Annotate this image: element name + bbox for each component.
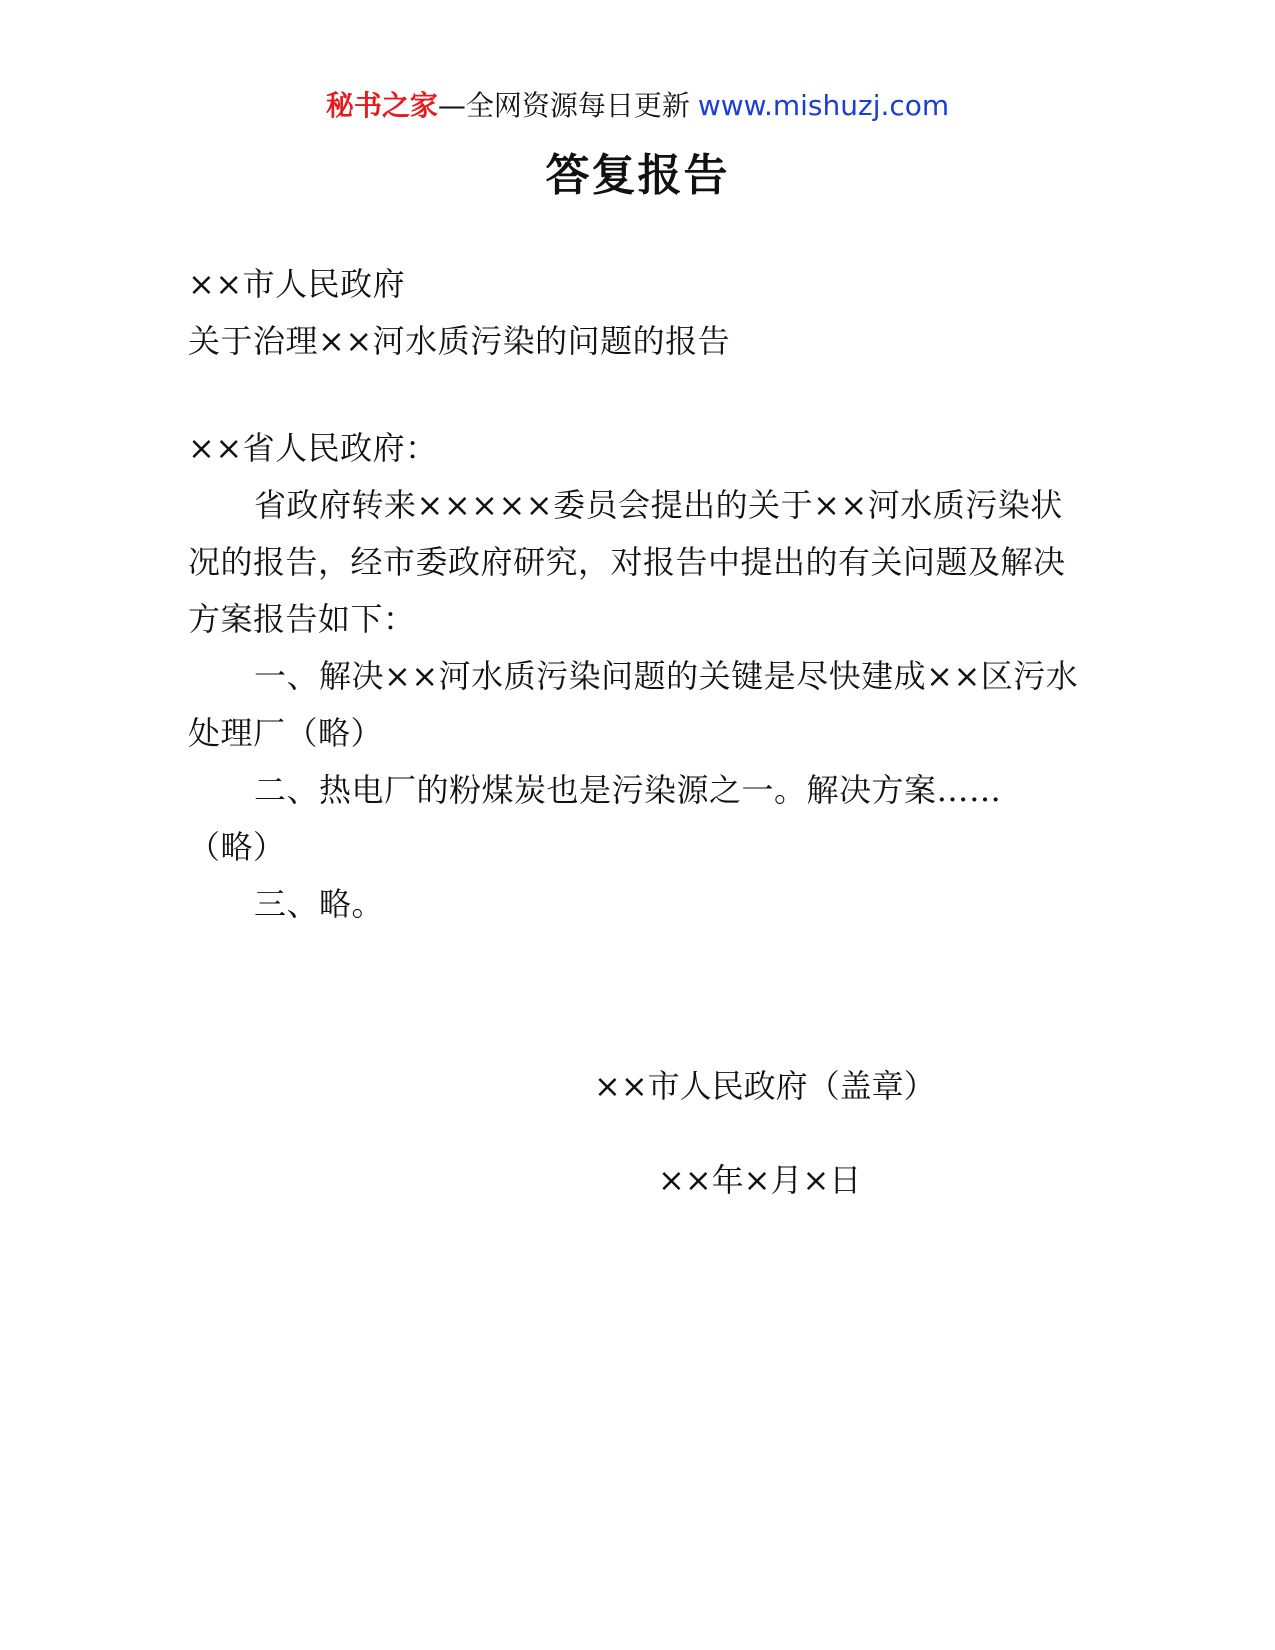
date-line: ××年×月×日 bbox=[658, 1161, 862, 1199]
intro-paragraph: 省政府转来×××××委员会提出的关于××河水质污染状况的报告，经市委政府研究，对报告中提出的有关问题及解决方案报告如下： bbox=[188, 486, 1066, 638]
recipient-line: ××省人民政府： bbox=[188, 429, 438, 467]
document-body bbox=[188, 420, 1088, 933]
point-three-line: 三、略。 bbox=[254, 885, 385, 923]
site-header bbox=[0, 86, 1275, 126]
brand-name: 秘书之家 bbox=[325, 89, 438, 122]
signature-line: ××市人民政府（盖章） bbox=[594, 1067, 936, 1105]
point-two-note: （略） bbox=[188, 828, 286, 866]
document-title: 答复报告 bbox=[545, 150, 730, 201]
issuer-line: ××市人民政府 bbox=[188, 265, 406, 303]
header-tagline: —全网资源每日更新 bbox=[437, 89, 690, 122]
subject-line: 关于治理××河水质污染的问题的报告 bbox=[188, 322, 731, 360]
point-one-paragraph: 一、解决××河水质污染问题的关键是尽快建成××区污水处理厂（略） bbox=[188, 657, 1079, 752]
website-link[interactable]: www.mishuzj.com bbox=[697, 89, 950, 122]
document-heading-block bbox=[188, 256, 1088, 370]
point-two-line: 二、热电厂的粉煤炭也是污染源之一。解决方案…… bbox=[254, 771, 1002, 809]
